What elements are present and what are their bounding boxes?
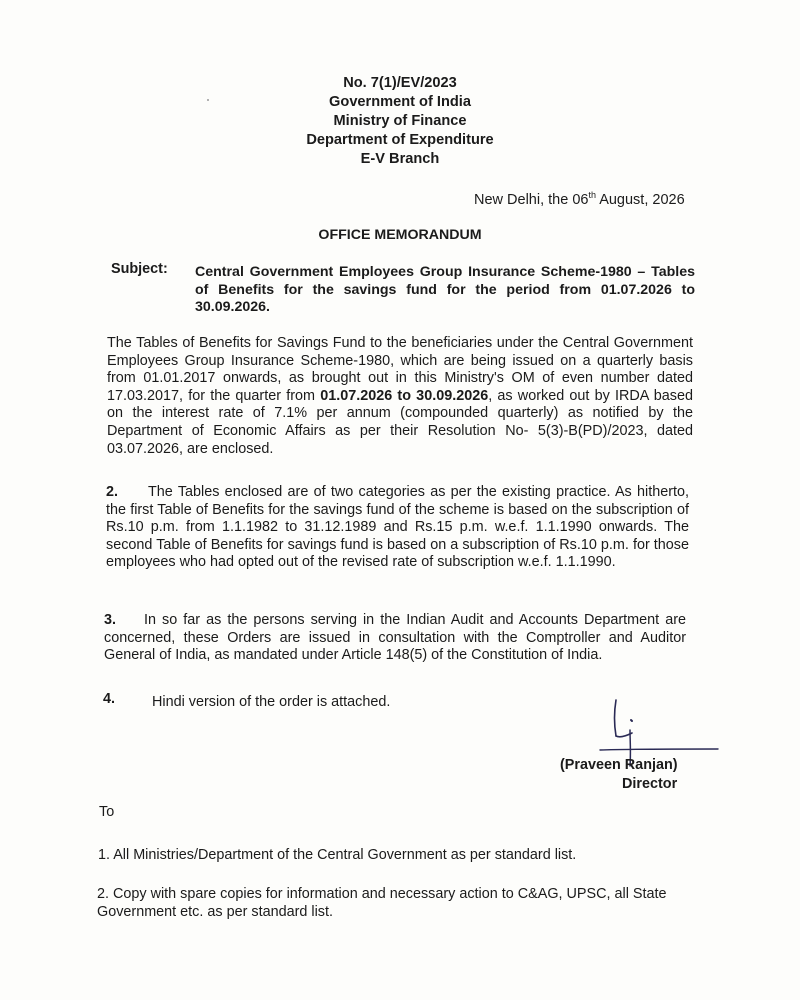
to-label: To (99, 804, 115, 820)
paragraph-3-text: In so far as the persons serving in the Indian Audit and Accounts Department are concerned, these Orders are issued in consultation with the Comptroller and Auditor General of India, as mandated under Article 148(5) of the Constitution of India. (104, 612, 686, 664)
paragraph-1-text-a: The Tables of Benefits for Savings Fund to the beneficiaries under the Central Government Employees Group Insurance Scheme-1980, which are being issued on a quarterly basis from 01.01.2017 onwards, as brought out in this Ministry's OM of even number dated 17.03.2017, for the quarter from (107, 335, 693, 404)
paragraph-3-number: 3. (104, 612, 117, 628)
paragraph-1 (107, 335, 693, 458)
paragraph-2 (106, 484, 689, 572)
ministry-line: Ministry of Finance (333, 113, 467, 129)
paragraph-2-text: The Tables enclosed are of two categories as per the existing practice. As hitherto, the first Table of Benefits for the savings fund of the scheme is based on the subscription of Rs.10 p.m. from 1.1.1982 to 31.12.1989 and Rs.15 p.m. w.e.f. 1.1.1990 onwards. The second Table of Benefits for savings fund is based on a subscription of Rs.10 p.m. for those employees who had opted out of the revised rate of subscription w.e.f. 1.1.1990. (106, 484, 689, 571)
signatory-designation: Director (622, 776, 678, 792)
issue-date (474, 190, 685, 208)
date-prefix: New Delhi, the 06 (474, 191, 589, 208)
distribution-item-1: 1. All Ministries/Department of the Central Government as per standard list. (98, 847, 577, 863)
paragraph-4-number: 4. (103, 691, 116, 707)
paragraph-1-text-b: , as worked out by IRDA based on the interest rate of 7.1% per annum (compounded quarterly) as notified by the Department of Economic Affairs as per their Resolution No- 5(3)-B(PD)/2023, dated 03.07.2026, are enclosed. (107, 387, 693, 457)
reference-number: No. 7(1)/EV/2023 (343, 75, 457, 91)
paragraph-3 (104, 612, 686, 665)
branch-line: E-V Branch (360, 151, 440, 167)
paragraph-4-text: Hindi version of the order is attached. (152, 694, 391, 710)
signatory-name: (Praveen Ranjan) (560, 757, 678, 773)
date-ordinal: th (588, 190, 596, 200)
distribution-item-2: 2. Copy with spare copies for information and necessary action to C&AG, UPSC, all State Government etc. as per standard list. (97, 886, 667, 920)
department-line: Department of Expenditure (306, 132, 494, 148)
subject-label: Subject: (111, 261, 168, 277)
letterhead (0, 74, 800, 169)
government-line: Government of India (329, 94, 471, 110)
date-rest: August, 2026 (595, 191, 685, 208)
document-type-heading: OFFICE MEMORANDUM (318, 227, 482, 243)
subject-text: Central Government Employees Group Insurance Scheme-1980 – Tables of Benefits for the savings fund for the period from 01.07.2026 to 30.09.2026. (195, 264, 695, 315)
paragraph-1-period: 01.07.2026 to 30.09.2026 (320, 387, 489, 404)
paragraph-2-number: 2. (106, 484, 119, 500)
